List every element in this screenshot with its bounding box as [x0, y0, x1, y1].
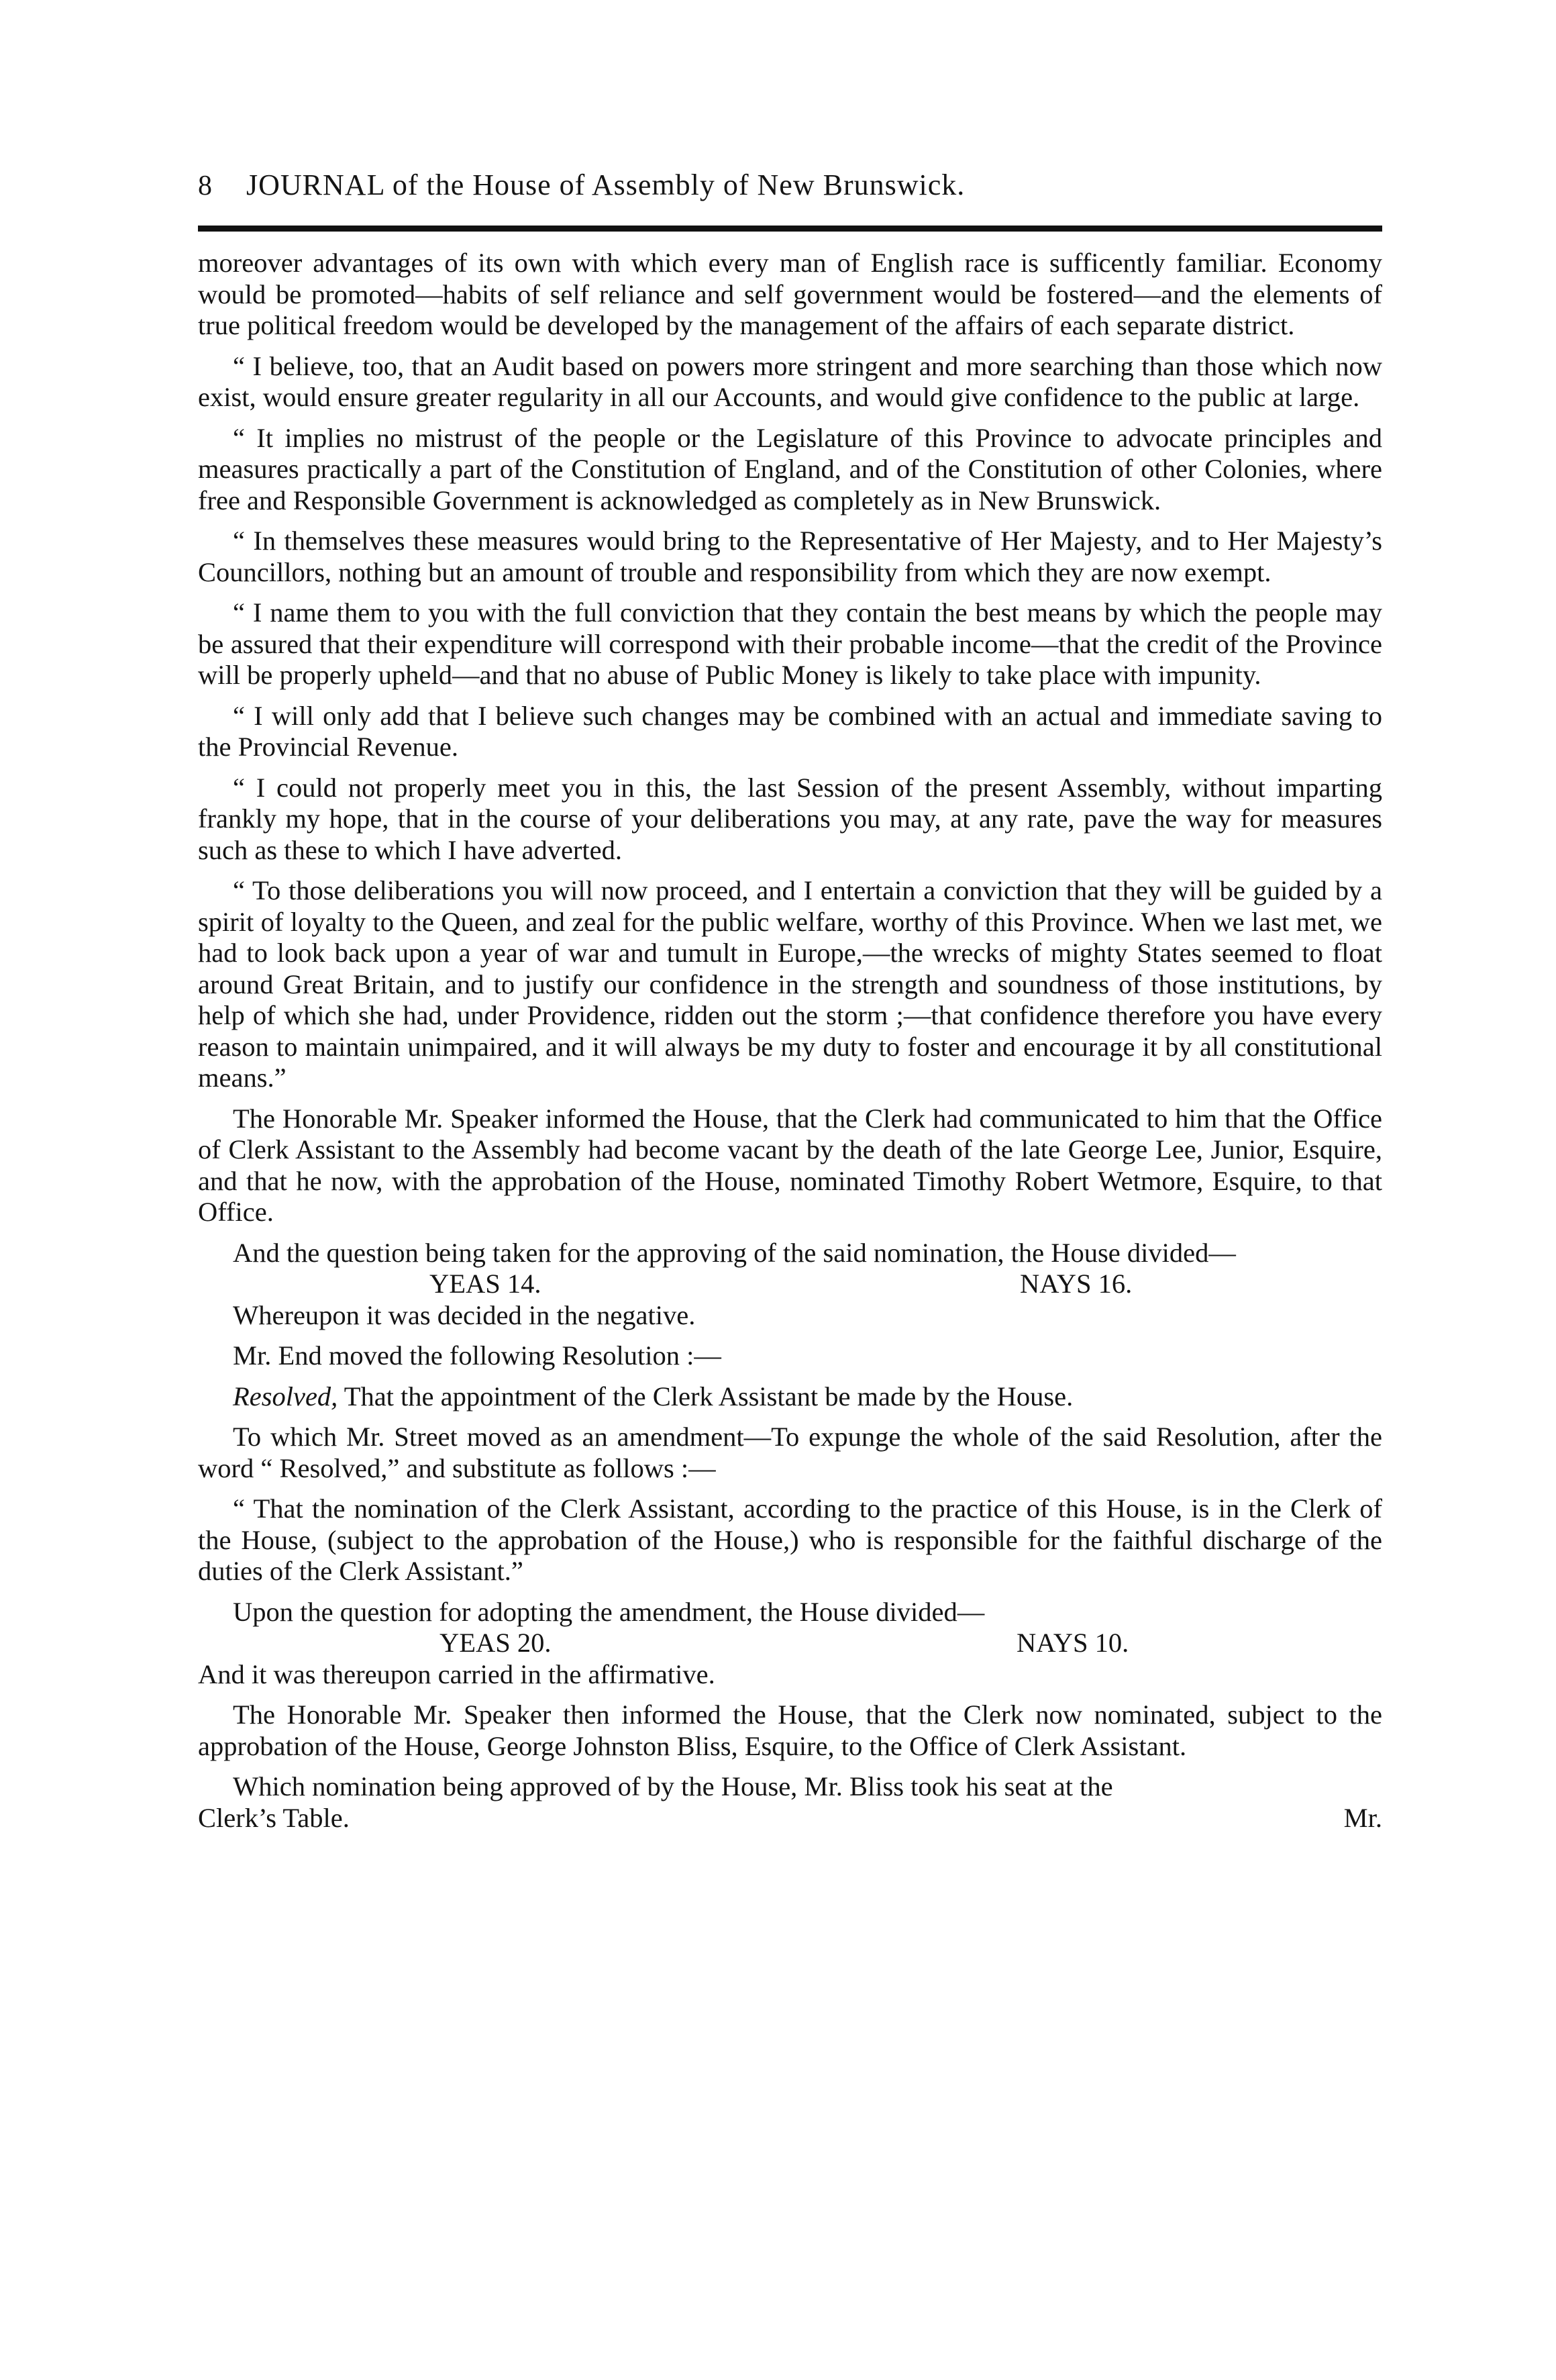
last-line [198, 1803, 1382, 1834]
journal-page [198, 168, 1382, 1834]
header-rule [198, 226, 1382, 232]
division-result-2 [198, 1628, 1382, 1659]
division-result-1 [198, 1269, 1382, 1300]
last-line-text: Clerk’s Table. [198, 1802, 350, 1833]
nays-count: NAYS 16. [1020, 1269, 1133, 1299]
paragraph: “ That the nomination of the Clerk Assistant, according to the practice of this House, is in the Clerk of the House, (subject to the approbation of the House,) who is responsible for the faithful discharge of the duties of the Clerk Assistant.” [198, 1493, 1382, 1586]
resolution [198, 1381, 1382, 1413]
yeas-count: YEAS 20. [439, 1628, 552, 1658]
paragraph: Which nomination being approved of by the House, Mr. Bliss took his seat at the [233, 1771, 1113, 1801]
paragraph: “ I name them to you with the full conviction that they contain the best means by which the people may be assured that their expenditure will correspond with their probable income—that the credit of the Province will be properly upheld—and that no abuse of Public Money is likely to take place with impunity. [198, 597, 1382, 690]
paragraph: And it was thereupon carried in the affirmative. [198, 1658, 715, 1689]
body-text [198, 248, 1382, 1834]
paragraph: “ I could not properly meet you in this, the last Session of the present Assembly, without imparting frankly my hope, that in the course of your deliberations you may, at any rate, pave the way for measures such as these to which I have adverted. [198, 772, 1382, 865]
paragraph: Whereupon it was decided in the negative. [233, 1299, 696, 1330]
paragraph: And the question being taken for the approving of the said nomination, the House divided— [233, 1237, 1236, 1268]
running-title: JOURNAL of the House of Assembly of New Brunswick. [246, 168, 966, 201]
resolved-label: Resolved, [233, 1381, 338, 1411]
paragraph: “ To those deliberations you will now proceed, and I entertain a conviction that they will be guided by a spirit of loyalty to the Queen, and zeal for the public welfare, worthy of this Province. When we last met, we had to look back upon a year of war and tumult in Europe,—the wrecks of mighty States seemed to float around Great Britain, and to justify our confidence in the strength and soundness of those institutions, by help of which she had, under Providence, ridden out the storm ;—that confidence therefore you have every reason to maintain unimpaired, and it will always be my duty to foster and encourage it by all constitutional means.” [198, 875, 1382, 1093]
page-number: 8 [198, 170, 212, 201]
paragraph: Mr. End moved the following Resolution :— [233, 1340, 721, 1371]
paragraph: “ In themselves these measures would bring to the Representative of Her Majesty, and to Her Majesty’s Councillors, nothing but an amount of trouble and responsibility from which they are now exempt. [198, 526, 1382, 587]
paragraph: “ I believe, too, that an Audit based on powers more stringent and more searching than those which now exist, would ensure greater regularity in all our Accounts, and would give confidence to the public at large. [198, 350, 1382, 412]
paragraph: “ I will only add that I believe such changes may be combined with an actual and immediate saving to the Provincial Revenue. [198, 700, 1382, 762]
paragraph: To which Mr. Street moved as an amendment—To expunge the whole of the said Resolution, after the word “ Resolved,” and substitute as follows :— [198, 1422, 1382, 1483]
page-header [198, 168, 1382, 215]
resolution-text: That the appointment of the Clerk Assistant be made by the House. [338, 1381, 1074, 1411]
paragraph: The Honorable Mr. Speaker then informed the House, that the Clerk now nominated, subject to the approbation of the House, George Johnston Bliss, Esquire, to the Office of Clerk Assistant. [198, 1699, 1382, 1761]
paragraph: Upon the question for adopting the amendment, the House divided— [233, 1596, 985, 1627]
yeas-count: YEAS 14. [429, 1269, 541, 1299]
paragraph: The Honorable Mr. Speaker informed the House, that the Clerk had communicated to him that the Office of Clerk Assistant to the Assembly had become vacant by the death of the late George Lee, Junior, Esquire, and that he now, with the approbation of the House, nominated Timothy Robert Wetmore, Esquire, to that Office. [198, 1103, 1382, 1227]
paragraph: “ It implies no mistrust of the people or the Legislature of this Province to advocate principles and measures practically a part of the Constitution of England, and of the Constitution of other Colonies, where free and Responsible Government is acknowledged as completely as in New Brunswick. [198, 422, 1382, 515]
nays-count: NAYS 10. [1017, 1628, 1129, 1658]
catchword: Mr. [1343, 1802, 1382, 1833]
paragraph: moreover advantages of its own with which every man of English race is sufficently familiar. Economy would be promoted—habits of self reliance and self government would be fostered—and the elements of true political freedom would be developed by the management of the affairs of each separate district. [198, 248, 1382, 340]
